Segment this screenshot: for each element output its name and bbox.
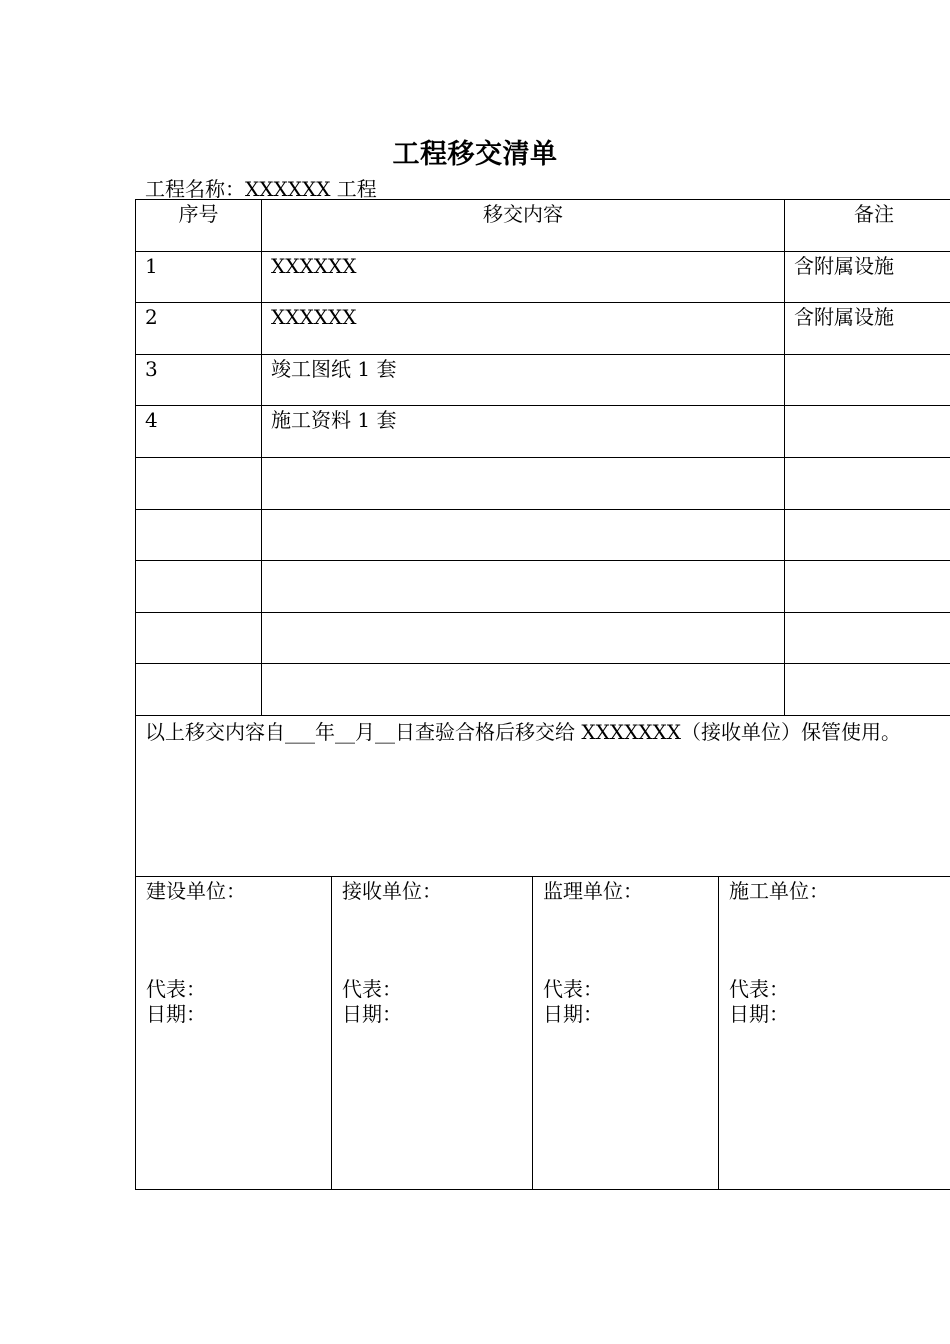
table-header-row: [136, 200, 950, 252]
signature-rep-label: 代表：: [543, 976, 603, 1001]
table-row: [136, 303, 950, 355]
cell-content: [262, 664, 785, 716]
cell-no: 4: [136, 406, 262, 458]
cell-no: 1: [136, 251, 262, 303]
table-row: [136, 251, 950, 303]
signature-unit-label: 施工单位：: [729, 878, 829, 903]
cell-remark: [785, 457, 950, 509]
cell-no: 3: [136, 354, 262, 406]
signature-unit-label: 接收单位：: [342, 878, 442, 903]
table-row: [136, 406, 950, 458]
table-row: [136, 509, 950, 561]
handover-table: [135, 199, 950, 1190]
cell-content: 施工资料 1 套: [262, 406, 785, 458]
cell-content: [262, 561, 785, 613]
header-no: 序号: [136, 200, 262, 252]
signature-row: [136, 876, 950, 1189]
cell-no: [136, 509, 262, 561]
table-row: [136, 664, 950, 716]
table-row: [136, 457, 950, 509]
cell-content: [262, 612, 785, 664]
table-row: [136, 561, 950, 613]
signature-rep-label: 代表：: [146, 976, 206, 1001]
signature-date-label: 日期：: [543, 1001, 603, 1026]
header-remark: 备注: [785, 200, 950, 252]
cell-content: XXXXXX: [262, 303, 785, 355]
project-name-value: XXXXXX 工程: [245, 177, 377, 201]
signature-rep-label: 代表：: [342, 976, 402, 1001]
signature-date-label: 日期：: [342, 1001, 402, 1026]
cell-content: 竣工图纸 1 套: [262, 354, 785, 406]
cell-content: [262, 509, 785, 561]
cell-remark: [785, 664, 950, 716]
table-row: [136, 354, 950, 406]
signature-block-contractor: [718, 877, 905, 1189]
header-content: 移交内容: [262, 200, 785, 252]
signature-date-label: 日期：: [146, 1001, 206, 1026]
statement-row: [136, 715, 950, 876]
signature-cell: [136, 876, 950, 1189]
signature-unit-label: 建设单位：: [146, 878, 246, 903]
cell-no: [136, 612, 262, 664]
cell-no: [136, 457, 262, 509]
handover-statement: 以上移交内容自___年__月__日查验合格后移交给 XXXXXXX（接收单位）保管使用。: [136, 715, 950, 876]
cell-remark: [785, 509, 950, 561]
cell-content: [262, 457, 785, 509]
cell-remark: 含附属设施: [785, 303, 950, 355]
cell-remark: [785, 406, 950, 458]
cell-no: [136, 664, 262, 716]
project-name-label: 工程名称：: [145, 177, 245, 201]
signature-rep-label: 代表：: [729, 976, 789, 1001]
cell-no: 2: [136, 303, 262, 355]
cell-remark: [785, 612, 950, 664]
signature-block-supervision: [532, 877, 718, 1189]
signature-date-label: 日期：: [729, 1001, 789, 1026]
signature-unit-label: 监理单位：: [543, 878, 643, 903]
signature-block-receiving: [331, 877, 532, 1189]
cell-content: XXXXXX: [262, 251, 785, 303]
signature-block-construction: [136, 877, 331, 1189]
cell-remark: [785, 561, 950, 613]
table-row: [136, 612, 950, 664]
signature-grid: [136, 877, 950, 1189]
project-name-line: [145, 173, 377, 202]
cell-remark: 含附属设施: [785, 251, 950, 303]
cell-remark: [785, 354, 950, 406]
document-title: 工程移交清单: [392, 139, 558, 170]
cell-no: [136, 561, 262, 613]
